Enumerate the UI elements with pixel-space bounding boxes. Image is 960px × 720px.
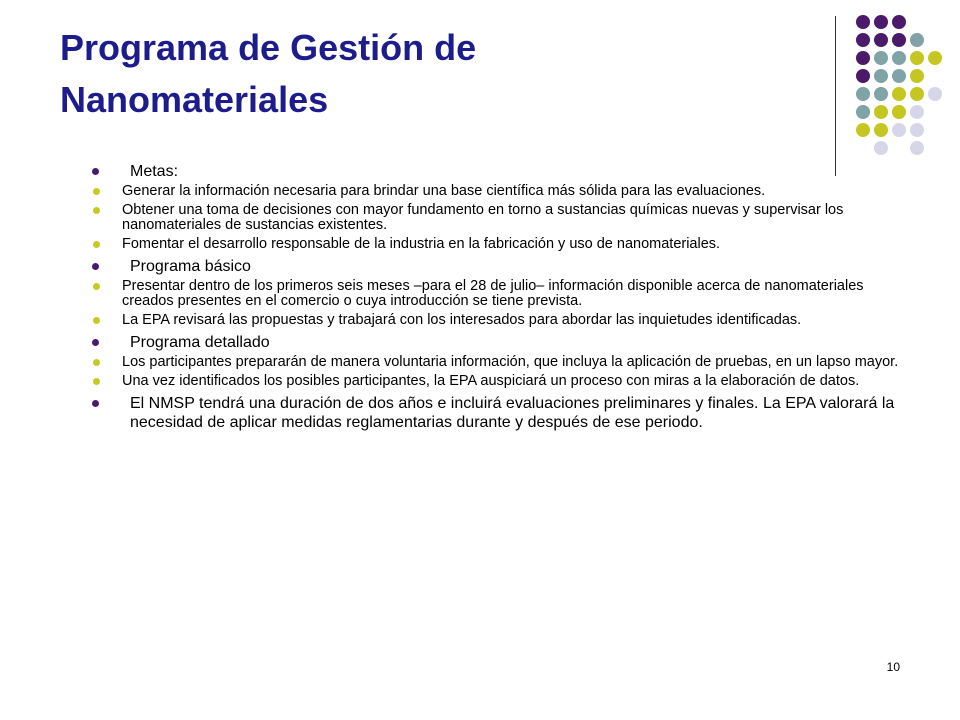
dot-lavender xyxy=(928,87,942,101)
dot-yellow xyxy=(874,105,888,119)
dot-teal xyxy=(910,33,924,47)
decorative-dot-grid xyxy=(0,0,960,180)
bullet-level1 xyxy=(90,162,900,181)
dot-lavender xyxy=(910,141,924,155)
bullet-group-programa-detallado xyxy=(90,333,900,389)
dot-yellow xyxy=(910,69,924,83)
sub-bullet-text: Fomentar el desarrollo responsable de la industria en la fabricación y uso de nanomateriales. xyxy=(122,236,721,252)
sub-bullet-marker xyxy=(93,241,100,248)
bullet-marker xyxy=(92,339,99,346)
bullet-level1 xyxy=(90,333,900,352)
slide-title-line-1: Programa de Gestión de xyxy=(60,27,477,68)
dot-teal xyxy=(856,87,870,101)
dot-yellow xyxy=(874,123,888,137)
slide-title-line-2: Nanomateriales xyxy=(60,79,329,120)
bullet-text: Programa básico xyxy=(130,258,251,275)
bullet-level1 xyxy=(90,394,900,432)
dot-purple xyxy=(892,33,906,47)
sub-bullet-marker xyxy=(93,207,100,214)
sub-bullet-marker xyxy=(93,188,100,195)
dot-yellow xyxy=(892,87,906,101)
dot-teal xyxy=(874,69,888,83)
bullet-group-programa-basico xyxy=(90,257,900,328)
sub-bullet-text: Obtener una toma de decisiones con mayor fundamento en torno a sustancias químicas nuevas y supervisar los nanomateriales de sustancias existentes. xyxy=(122,202,844,233)
bullet-text: Metas: xyxy=(130,163,179,180)
bullet-level2 xyxy=(90,279,900,309)
bullet-marker xyxy=(92,168,99,175)
bullet-level2 xyxy=(90,374,900,389)
dot-purple xyxy=(892,15,906,29)
dot-purple xyxy=(874,15,888,29)
bullet-level1 xyxy=(90,257,900,276)
bullet-marker xyxy=(92,400,99,407)
dot-teal xyxy=(874,87,888,101)
dot-teal xyxy=(892,69,906,83)
dot-purple xyxy=(874,33,888,47)
bullet-level2 xyxy=(90,237,900,252)
sub-bullet-text: Presentar dentro de los primeros seis meses –para el 28 de julio– información disponible acerca de nanomateriales creados presentes en el comercio o cuya introducción se tiene prevista. xyxy=(122,278,864,309)
dot-purple xyxy=(856,33,870,47)
dot-lavender xyxy=(874,141,888,155)
bullet-group-metas xyxy=(90,162,900,252)
bullet-level2 xyxy=(90,184,900,199)
bullet-group-nmsp xyxy=(90,394,900,432)
bullet-text: El NMSP tendrá una duración de dos años e incluirá evaluaciones preliminares y finales. La EPA valorará la necesidad de aplicar medidas reglamentarias durante y después de ese periodo. xyxy=(130,395,895,431)
dot-purple xyxy=(856,51,870,65)
dot-yellow xyxy=(910,51,924,65)
sub-bullet-text: La EPA revisará las propuestas y trabajará con los interesados para abordar las inquietudes identificadas. xyxy=(122,312,802,328)
bullet-marker xyxy=(92,263,99,270)
slide-body xyxy=(90,162,900,437)
page-number: 10 xyxy=(886,660,900,674)
bullet-text: Programa detallado xyxy=(130,334,270,351)
sub-bullet-marker xyxy=(93,283,100,290)
dot-lavender xyxy=(892,123,906,137)
dot-teal xyxy=(892,51,906,65)
dot-yellow xyxy=(928,51,942,65)
sub-bullet-marker xyxy=(93,359,100,366)
dot-lavender xyxy=(910,105,924,119)
bullet-level2 xyxy=(90,203,900,233)
bullet-level2 xyxy=(90,313,900,328)
sub-bullet-marker xyxy=(93,317,100,324)
sub-bullet-text: Los participantes prepararán de manera voluntaria información, que incluya la aplicación de pruebas, en un lapso mayor. xyxy=(122,354,899,370)
dot-purple xyxy=(856,15,870,29)
dot-purple xyxy=(856,69,870,83)
bullet-level2 xyxy=(90,355,900,370)
dot-yellow xyxy=(892,105,906,119)
sub-bullet-text: Generar la información necesaria para brindar una base científica más sólida para las evaluaciones. xyxy=(122,183,766,199)
dot-yellow xyxy=(910,87,924,101)
sub-bullet-marker xyxy=(93,378,100,385)
dot-teal xyxy=(874,51,888,65)
dot-yellow xyxy=(856,123,870,137)
sub-bullet-text: Una vez identificados los posibles participantes, la EPA auspiciará un proceso con miras a la elaboración de datos. xyxy=(122,373,860,389)
dot-lavender xyxy=(910,123,924,137)
dot-teal xyxy=(856,105,870,119)
